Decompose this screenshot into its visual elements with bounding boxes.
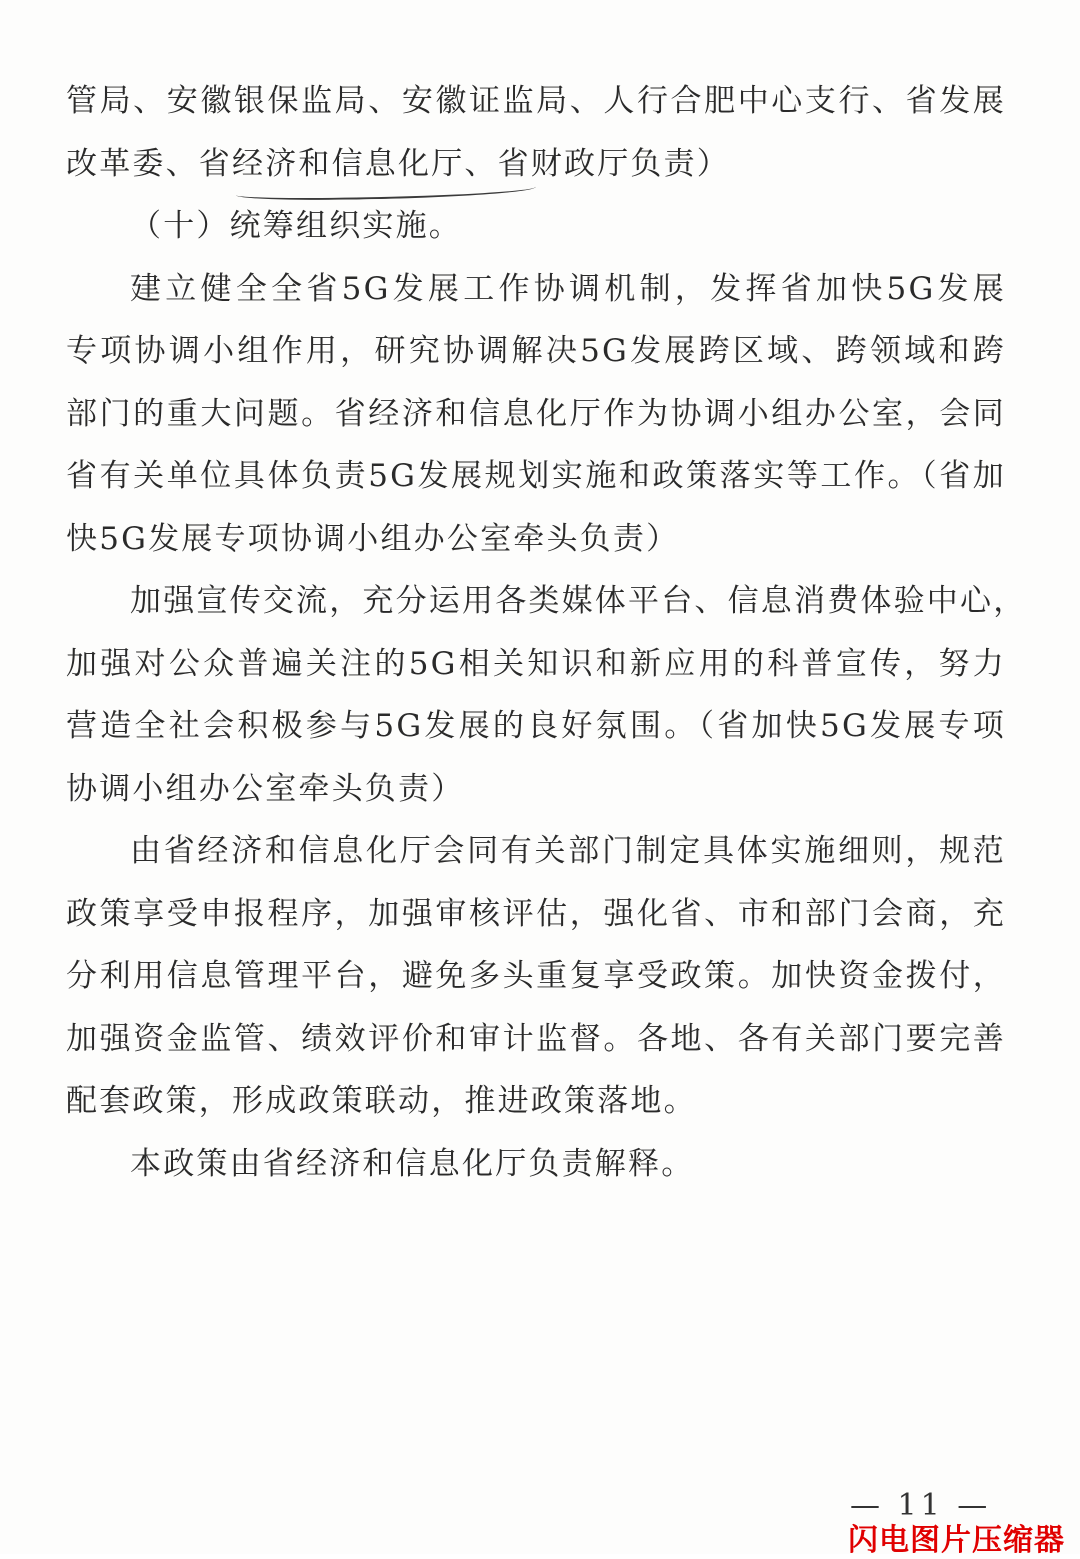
text-line-18: 本政策由省经济和信息化厅负责解释。	[130, 1145, 695, 1182]
text-line-17: 配套政策，形成政策联动，推进政策落地。	[66, 1083, 697, 1119]
watermark-text: 闪电图片压缩器	[848, 1523, 1065, 1558]
document-body	[66, 70, 1027, 1195]
section-heading: （十）统筹组织实施。	[130, 208, 462, 244]
text-line-2-content: 改革委、省经济和信息化厅、省财政厅负责）	[66, 145, 730, 182]
text-line-12: 协调小组办公室牵头负责）	[66, 770, 465, 807]
text-line-1: 管局、安徽银保监局、安徽证监局、人行合肥中心支行、省发展	[66, 83, 1006, 119]
text-line-13: 由省经济和信息化厅会同有关部门制定具体实施细则，规范	[130, 833, 1006, 869]
page-number: — 11 —	[850, 1488, 992, 1523]
text-line-7: 省有关单位具体负责5G发展规划实施和政策落实等工作。（省加	[66, 458, 1006, 494]
text-line-4: 建立健全全省5G发展工作协调机制，发挥省加快5G发展	[130, 270, 1006, 307]
text-line-14: 政策享受申报程序，加强审核评估，强化省、市和部门会商，充	[66, 895, 1006, 932]
text-line-2	[66, 133, 1006, 196]
text-line-15: 分利用信息管理平台，避免多头重复享受政策。加快资金拨付，	[66, 958, 1006, 994]
text-line-10: 加强对公众普遍关注的5G相关知识和新应用的科普宣传，努力	[66, 645, 1006, 682]
text-line-8: 快5G发展专项协调小组办公室牵头负责）	[66, 520, 680, 557]
text-line-6: 部门的重大问题。省经济和信息化厅作为协调小组办公室，会同	[66, 395, 1006, 432]
text-line-16: 加强资金监管、绩效评价和审计监督。各地、各有关部门要完善	[66, 1020, 1006, 1057]
text-line-11: 营造全社会积极参与5G发展的良好氛围。（省加快5G发展专项	[66, 708, 1006, 744]
text-line-9: 加强宣传交流，充分运用各类媒体平台、信息消费体验中心，	[130, 583, 1027, 619]
text-line-5: 专项协调小组作用，研究协调解决5G发展跨区域、跨领域和跨	[66, 333, 1006, 369]
